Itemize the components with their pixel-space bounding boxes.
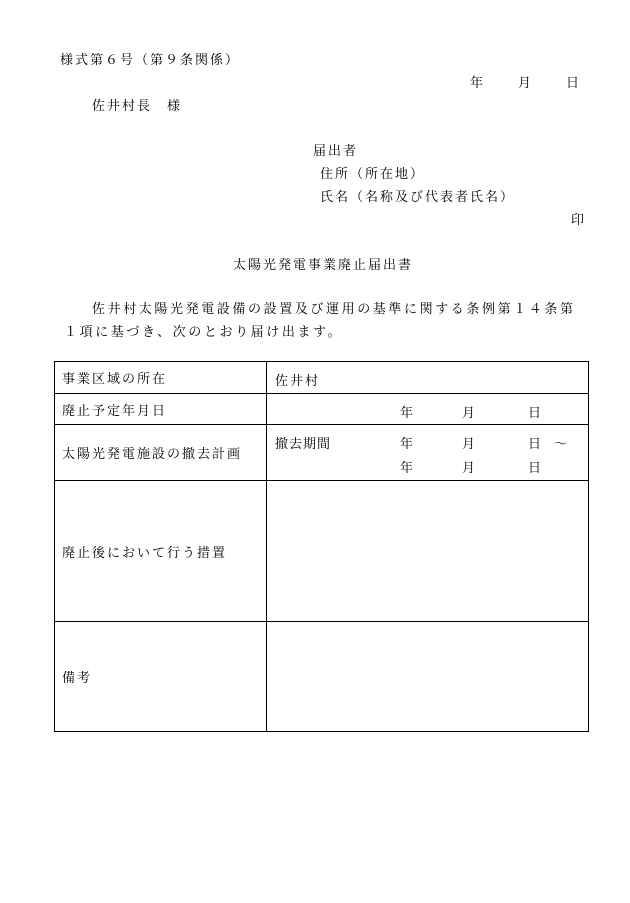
table-row — [55, 481, 589, 622]
table-row — [55, 425, 589, 481]
removal-end-month: 月 — [462, 461, 476, 476]
notification-table — [54, 361, 589, 732]
removal-plan-cell — [267, 425, 589, 481]
removal-period-label: 撤去期間 — [275, 437, 332, 452]
remarks-label: 備考 — [55, 622, 267, 732]
date-month: 月 — [518, 76, 532, 91]
planned-month: 月 — [462, 406, 476, 421]
body-line-1: 佐井村太陽光発電設備の設置及び運用の基準に関する条例第１４条第 — [92, 302, 576, 317]
date-day: 日 — [566, 76, 580, 91]
notifier-label: 届出者 — [313, 144, 359, 159]
removal-end-day: 日 — [528, 461, 542, 476]
table-row — [55, 622, 589, 732]
seal-mark: 印 — [571, 213, 585, 228]
planned-year: 年 — [400, 406, 414, 421]
remarks-cell — [267, 622, 589, 732]
area-label: 事業区域の所在 — [55, 362, 267, 394]
removal-start-day: 日 — [528, 437, 542, 452]
removal-start-month: 月 — [462, 437, 476, 452]
area-value: 佐井村 — [275, 374, 321, 389]
area-value-cell — [267, 362, 589, 394]
addressee: 佐井村長 様 — [92, 99, 183, 114]
planned-date-label: 廃止予定年月日 — [55, 394, 267, 425]
measures-cell — [267, 481, 589, 622]
notifier-name-label: 氏名（名称及び代表者氏名） — [320, 190, 516, 205]
measures-label: 廃止後において行う措置 — [55, 481, 267, 622]
form-number: 様式第６号（第９条関係） — [60, 53, 241, 68]
removal-start-year: 年 — [400, 437, 414, 452]
document-title: 太陽光発電事業廃止届出書 — [233, 258, 414, 273]
table-row — [55, 362, 589, 394]
date-year: 年 — [470, 76, 484, 91]
notifier-address-label: 住所（所在地） — [320, 167, 426, 182]
table-row — [55, 394, 589, 425]
planned-day: 日 — [528, 406, 542, 421]
body-line-2: １項に基づき、次のとおり届け出ます。 — [64, 325, 344, 340]
range-tilde: ～ — [554, 437, 568, 452]
removal-end-year: 年 — [400, 461, 414, 476]
removal-plan-label: 太陽光発電施設の撤去計画 — [55, 425, 267, 481]
planned-date-cell — [267, 394, 589, 425]
